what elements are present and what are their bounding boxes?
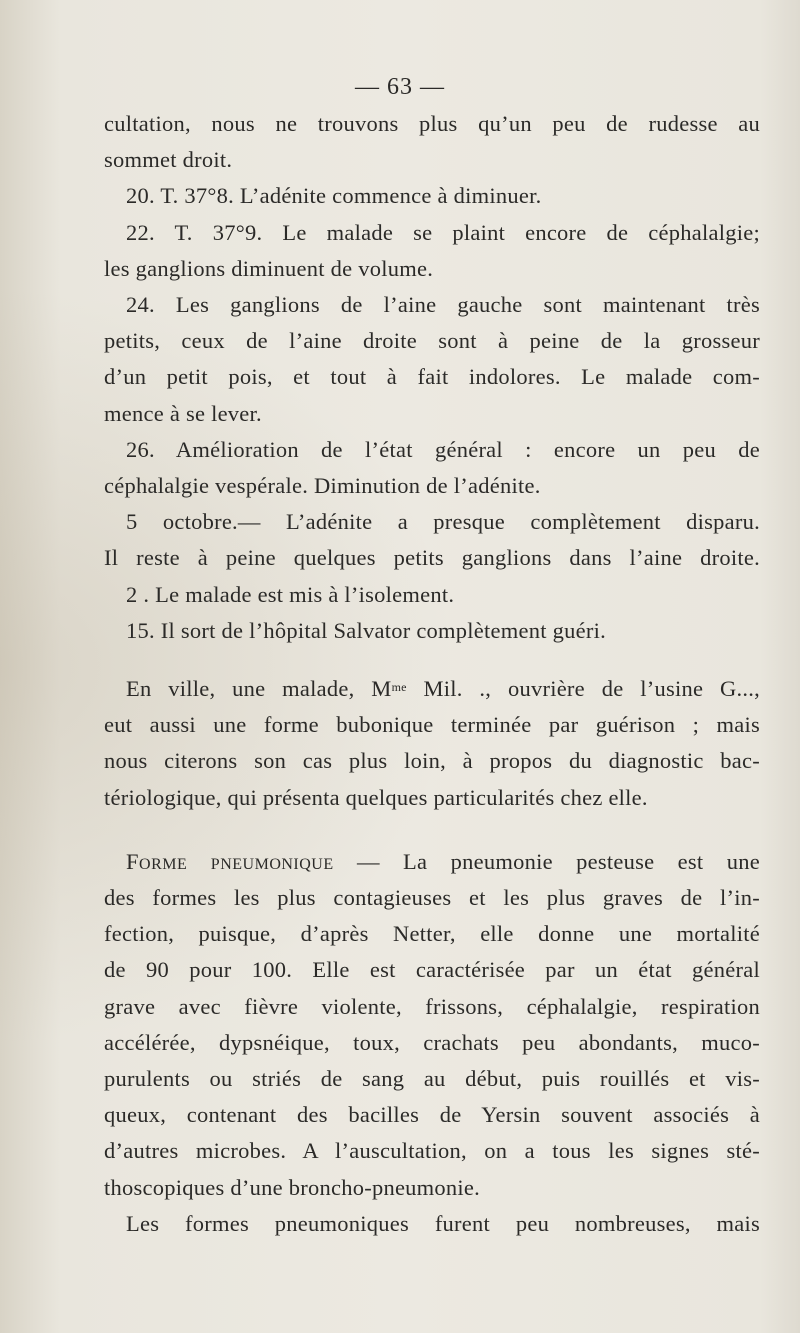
text-line: Les formes pneumoniques furent peu nombreuses, mais [126, 1210, 760, 1236]
page-number: — 63 — [355, 74, 445, 100]
text-line: d’un petit pois, et tout à fait indolores. Le malade com- [104, 364, 760, 390]
text-line: d’autres microbes. A l’auscultation, on a tous les signes sté- [104, 1138, 760, 1164]
text-segment: Mil. ., ouvrière de l’usine G..., [406, 676, 760, 702]
text-line: petits, ceux de l’aine droite sont à peine de la grosseur [104, 328, 760, 354]
text-line: mence à se lever. [104, 400, 262, 426]
text-line: 26. Amélioration de l’état général : encore un peu de [126, 436, 760, 462]
text-line: fection, puisque, d’après Netter, elle donne une mortalité [104, 921, 760, 947]
text-line: Il reste à peine quelques petits ganglions dans l’aine droite. [104, 545, 760, 571]
text-line: accélérée, dypsnéique, toux, crachats peu abondants, muco- [104, 1029, 760, 1055]
text-line: sommet droit. [104, 147, 233, 173]
text-line: des formes les plus contagieuses et les plus graves de l’in- [104, 885, 760, 911]
text-line: purulents ou striés de sang au début, puis rouillés et vis- [104, 1066, 760, 1092]
text-line: eut aussi une forme bubonique terminée par guérison ; mais [104, 712, 760, 738]
paragraph-gap [104, 816, 760, 844]
text-line: 15. Il sort de l’hôpital Salvator complètement guéri. [126, 617, 607, 643]
text-segment: — La pneumonie pesteuse est une [333, 848, 760, 874]
text-line: 22. T. 37°9. Le malade se plaint encore de céphalalgie; [126, 219, 760, 245]
text-segment: En ville, une malade, M [126, 676, 392, 702]
text-line: céphalalgie vespérale. Diminution de l’adénite. [104, 473, 541, 499]
superscript: me [391, 680, 407, 695]
text-line: de 90 pour 100. Elle est caractérisée par un état général [104, 957, 760, 983]
text-line: 2 . Le malade est mis à l’isolement. [126, 581, 455, 607]
section-heading: Forme pneumonique [126, 848, 334, 874]
text-line: cultation, nous ne trouvons plus qu’un peu de rudesse au [104, 111, 760, 136]
text-line: grave avec fièvre violente, frissons, céphalalgie, respiration [104, 993, 760, 1019]
text-line: 24. Les ganglions de l’aine gauche sont maintenant très [126, 292, 760, 318]
text-line: queux, contenant des bacilles de Yersin souvent associés à [104, 1102, 760, 1128]
text-line: thoscopiques d’une broncho-pneumonie. [104, 1174, 481, 1200]
text-line: 5 octobre.— L’adénite a presque complètement disparu. [126, 509, 760, 535]
text-line: tériologique, qui présenta quelques particularités chez elle. [104, 784, 648, 810]
paragraph-gap [104, 649, 760, 671]
text-line: 20. T. 37°8. L’adénite commence à diminuer. [126, 183, 542, 209]
text-line: les ganglions diminuent de volume. [104, 255, 434, 281]
text-line [104, 671, 760, 707]
text-line: nous citerons son cas plus loin, à propos du diagnostic bac- [104, 748, 760, 774]
text-line [104, 844, 760, 880]
body-text [104, 106, 760, 1242]
